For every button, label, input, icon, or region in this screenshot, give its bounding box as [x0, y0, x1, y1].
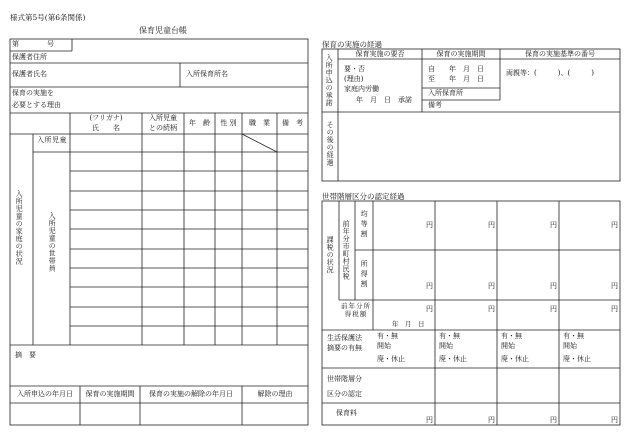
col-sex: 性 別 — [220, 119, 237, 127]
col-furigana: (フリガナ) — [89, 114, 123, 122]
family-status-label: 入所児童の家庭の状況 — [15, 190, 24, 265]
abolish-suspend-label: 廃・休止 — [563, 355, 591, 363]
both-parents-label: 両親等：( )、( ) — [506, 69, 594, 77]
start-label: 開始 — [501, 342, 515, 350]
start-label: 開始 — [563, 342, 577, 350]
yen-mark: 円 — [488, 282, 495, 290]
abolish-suspend-label: 廃・休止 — [377, 355, 405, 363]
yen-mark: 円 — [611, 221, 618, 229]
yes-no: 有・無 — [563, 332, 584, 340]
period-to: 至 年 月 日 — [428, 75, 484, 83]
col-remarks: 備 考 — [282, 119, 303, 127]
foot-cancel-reason: 解除の理由 — [257, 390, 293, 398]
yen-mark: 円 — [550, 416, 557, 424]
yen-mark: 円 — [426, 282, 433, 290]
period-from: 自 年 月 日 — [428, 65, 484, 73]
yen-mark: 円 — [550, 305, 557, 313]
facility-name-label: 入所保育所名 — [186, 70, 228, 78]
reason-label: (理由) — [344, 75, 364, 83]
yen-mark: 円 — [550, 221, 557, 229]
col-period: 保育の実施期間 — [436, 50, 486, 58]
yes-no: 有・無 — [377, 332, 398, 340]
admission-facility-label: 入所保育所 — [428, 89, 463, 97]
equal-share-label: 均等割 — [360, 210, 369, 240]
form-number: 様式第5号(第6条関係) — [10, 13, 86, 22]
remarks-label: 備考 — [428, 101, 442, 109]
yen-mark: 円 — [611, 282, 618, 290]
bracket-title: 世帯階層区分の認定経過 — [322, 192, 405, 201]
reason-label-line2: 必要とする理由 — [12, 101, 61, 109]
yen-mark: 円 — [611, 305, 618, 313]
bracket-cert-label-2: 区分の認定 — [327, 390, 362, 398]
yen-mark: 円 — [611, 416, 618, 424]
yes-no: 有・無 — [439, 332, 460, 340]
admission-approval-label: 入所申込の承諾 — [325, 54, 334, 107]
prev-year-municipal-tax-label: 前年分市町村民税 — [342, 220, 351, 280]
col-standard-no: 保育の実施基準の番号 — [525, 50, 595, 58]
yen-mark: 円 — [426, 305, 433, 313]
abolish-suspend-label: 廃・休止 — [501, 355, 529, 363]
yen-mark: 円 — [488, 416, 495, 424]
page-title: 保育児童台帳 — [139, 26, 187, 35]
guardian-address-label: 保護者住所 — [12, 53, 47, 61]
approval-date-label: 年 月 日 承諾 — [356, 96, 412, 104]
guardian-name-label: 保護者氏名 — [12, 70, 47, 78]
progress-title: 保育の実施の経過 — [322, 40, 382, 49]
start-label: 開始 — [377, 342, 391, 350]
childcare-fee-label: 保育料 — [336, 409, 357, 417]
later-progress-label: その後の経過 — [326, 121, 335, 166]
foot-cancel-date: 保育の実施の解除の年月日 — [149, 390, 233, 398]
abolish-suspend-label: 廃・休止 — [439, 355, 467, 363]
yen-mark: 円 — [550, 282, 557, 290]
yen-mark: 円 — [488, 305, 495, 313]
prev-year-income-tax-label: 前年分所得税額 — [341, 302, 371, 318]
taxation-status-label: 課税の状況 — [326, 236, 335, 274]
year-month-day-label: 年 月 日 — [392, 320, 425, 328]
col-age: 年 齢 — [189, 119, 210, 127]
col-occupation: 職 業 — [249, 119, 270, 127]
child-label: 入所児童 — [37, 136, 67, 144]
col-relation-2: との続柄 — [149, 124, 177, 132]
bracket-cert-label-1: 世帯階層分 — [327, 375, 362, 383]
col-name: 氏 名 — [92, 124, 120, 132]
col-relation-1: 入所児童 — [149, 114, 177, 122]
need-label: 要・否 — [344, 65, 365, 73]
household-label: 入所児童の世帯員 — [48, 212, 57, 272]
number-label: 第 号 — [12, 40, 54, 48]
yes-no: 有・無 — [501, 332, 522, 340]
yen-mark: 円 — [488, 221, 495, 229]
summary-label: 摘 要 — [15, 351, 36, 359]
income-share-label: 所得割 — [360, 260, 369, 290]
col-requirement: 保育実施の要否 — [355, 50, 405, 58]
family-labor-label: 家庭内労働 — [344, 85, 379, 93]
yen-mark: 円 — [426, 221, 433, 229]
start-label: 開始 — [439, 342, 453, 350]
foot-period: 保育の実施期間 — [85, 390, 135, 398]
welfare-status-label-1: 生活保護法 — [327, 334, 362, 342]
welfare-status-label-2: 摘要の有無 — [327, 344, 362, 352]
yen-mark: 円 — [426, 416, 433, 424]
reason-label-line1: 保育の実施を — [12, 89, 54, 97]
foot-application-date: 入所申込の年月日 — [17, 390, 73, 398]
